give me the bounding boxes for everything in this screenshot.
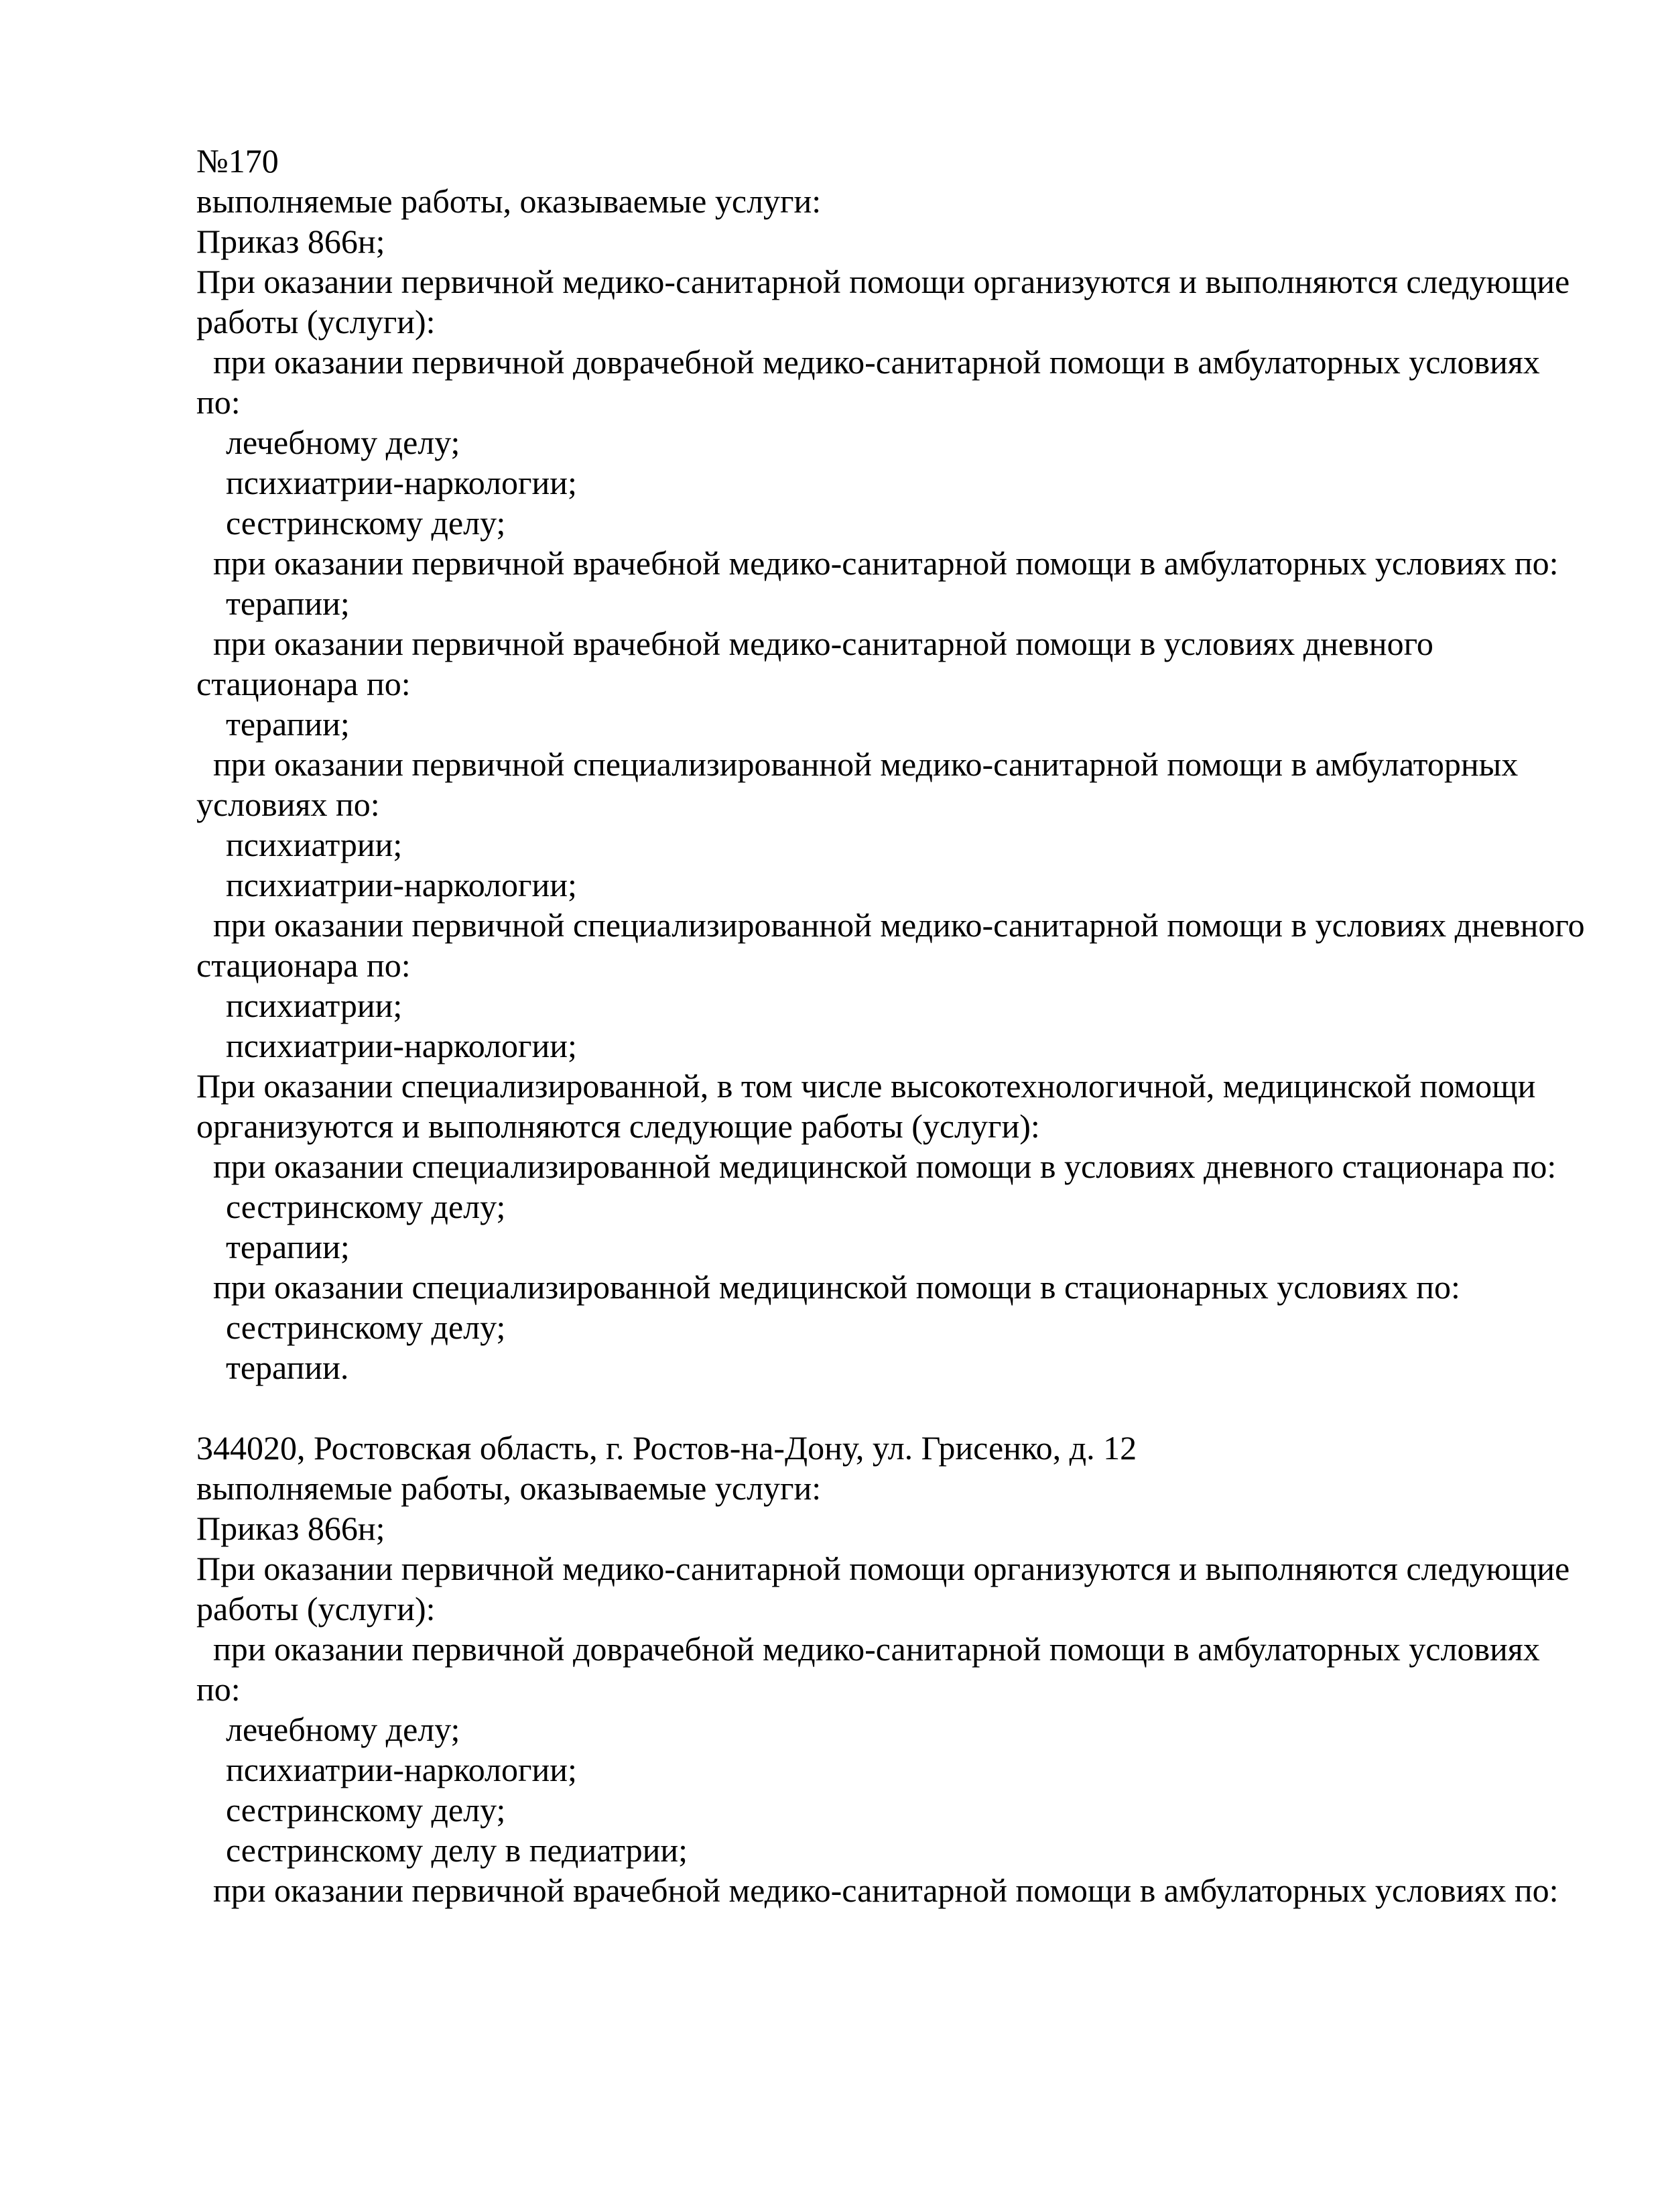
text-line: сестринскому делу; — [226, 1791, 506, 1829]
text-line: психиатрии; — [226, 826, 403, 863]
text-line: терапии; — [226, 1228, 350, 1266]
text-line: лечебному делу; — [226, 1711, 460, 1748]
text-line: по: — [196, 1670, 241, 1708]
text-line: сестринскому делу; — [226, 1308, 506, 1346]
text-line: Приказ 866н; — [196, 223, 385, 260]
text-line: стационара по: — [196, 946, 411, 984]
text-line: терапии. — [226, 1349, 349, 1386]
text-line: при оказании первичной врачебной медико-санитарной помощи в условиях дневного — [213, 625, 1433, 662]
text-line: при оказании первичной доврачебной медико-санитарной помощи в амбулаторных условиях — [213, 343, 1540, 381]
text-line: работы (услуги): — [196, 1590, 436, 1627]
text-line: при оказании специализированной медицинской помощи в стационарных условиях по: — [213, 1268, 1460, 1306]
text-line: №170 — [196, 142, 279, 180]
blank-line — [196, 1388, 1662, 1428]
text-line: терапии; — [226, 585, 350, 622]
text-line: при оказании первичной специализированной медико-санитарной помощи в амбулаторных — [213, 745, 1519, 783]
text-line: при оказании первичной доврачебной медико-санитарной помощи в амбулаторных условиях — [213, 1630, 1540, 1668]
text-line: при оказании специализированной медицинской помощи в условиях дневного стационара по: — [213, 1148, 1557, 1185]
text-line: психиатрии-наркологии; — [226, 866, 577, 904]
text-line: психиатрии-наркологии; — [226, 464, 577, 501]
text-line: при оказании первичной врачебной медико-санитарной помощи в амбулаторных условиях по: — [213, 544, 1559, 582]
text-line: психиатрии-наркологии; — [226, 1027, 577, 1064]
text-line: сестринскому делу в педиатрии; — [226, 1831, 688, 1869]
text-line: по: — [196, 383, 241, 421]
text-line: сестринскому делу; — [226, 504, 506, 542]
text-line: 344020, Ростовская область, г. Ростов-на-Дону, ул. Грисенко, д. 12 — [196, 1429, 1137, 1467]
text-line: организуются и выполняются следующие работы (услуги): — [196, 1107, 1040, 1145]
text-line: психиатрии-наркологии; — [226, 1751, 577, 1788]
document-text — [196, 141, 1662, 1910]
text-line: при оказании первичной специализированной медико-санитарной помощи в условиях дневного — [213, 906, 1585, 944]
text-line: при оказании первичной врачебной медико-санитарной помощи в амбулаторных условиях по: — [213, 1871, 1559, 1909]
text-line: работы (услуги): — [196, 303, 436, 341]
text-line: Приказ 866н; — [196, 1510, 385, 1547]
text-line: выполняемые работы, оказываемые услуги: — [196, 182, 822, 220]
text-line: При оказании специализированной, в том числе высокотехнологичной, медицинской помощи — [196, 1067, 1536, 1105]
text-line: При оказании первичной медико-санитарной помощи организуются и выполняются следующие — [196, 263, 1570, 300]
text-line: лечебному делу; — [226, 424, 460, 461]
text-line: выполняемые работы, оказываемые услуги: — [196, 1469, 822, 1507]
text-line: терапии; — [226, 705, 350, 743]
text-line: психиатрии; — [226, 987, 403, 1024]
text-line: условиях по: — [196, 786, 380, 823]
text-line: стационара по: — [196, 665, 411, 702]
text-line: сестринскому делу; — [226, 1188, 506, 1225]
text-line: При оказании первичной медико-санитарной помощи организуются и выполняются следующие — [196, 1550, 1570, 1587]
